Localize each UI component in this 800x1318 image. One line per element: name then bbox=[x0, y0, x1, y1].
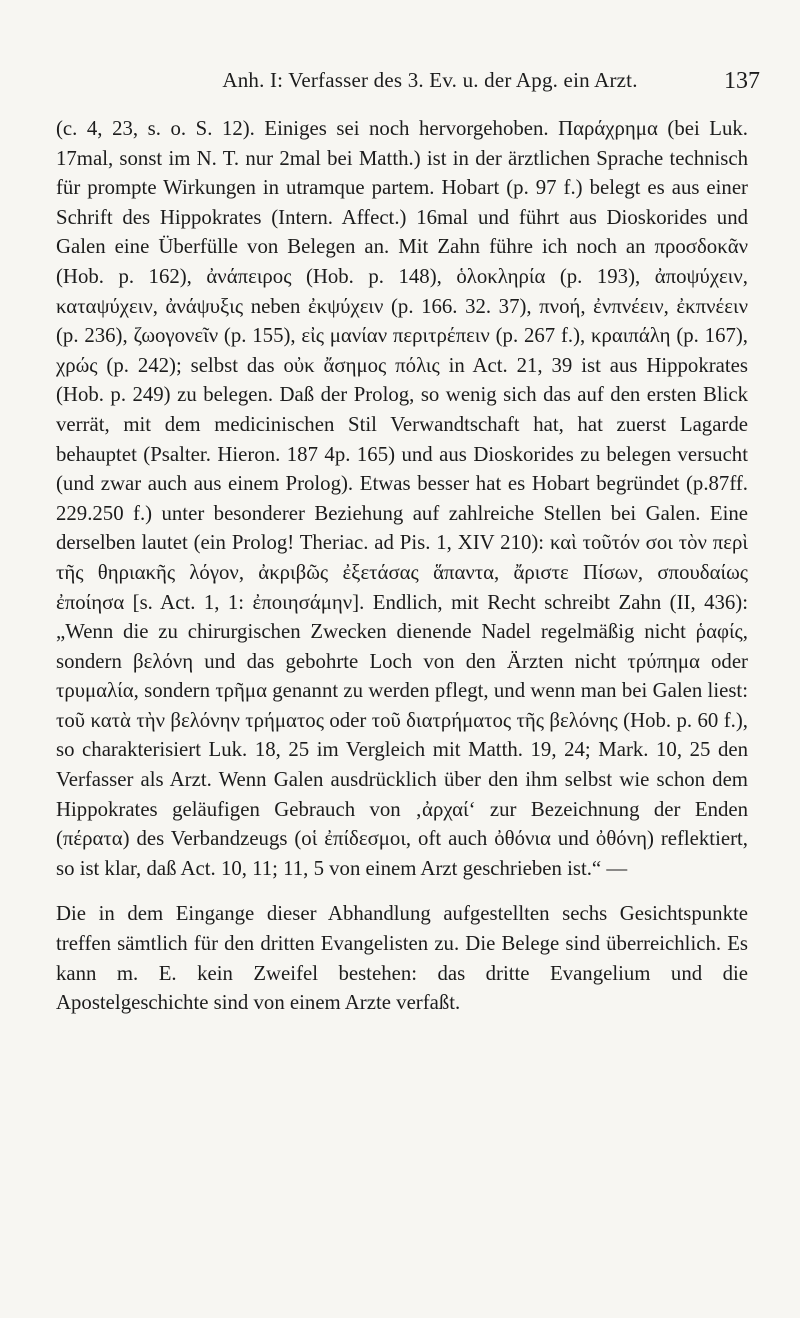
body-paragraph-2: Die in dem Eingange dieser Abhandlung aufgestellten sechs Gesichtspunkte treffen sämtlich für den dritten Evangelisten zu. Die Belege sind überreichlich. Es kann m. E. kein Zweifel bestehen: das dritte Evangelium und die Apostelgeschichte sind von einem Arzte verfaßt. bbox=[56, 902, 748, 1015]
running-head: Anh. I: Verfasser des 3. Ev. u. der Apg. ein Arzt. bbox=[222, 68, 638, 92]
body-paragraph-1: (c. 4, 23, s. o. S. 12). Einiges sei noch hervorgehoben. Παράχρημα (bei Luk. 17mal, sonst im N. T. nur 2mal bei Matth.) ist in der ärztlichen Sprache technisch für prompte Wirkungen in utramque partem. Hobart (p. 97 f.) belegt es aus einer Schrift des Hippokrates (Intern. Affect.) 16mal und führt aus Dioskorides und Galen eine Überfülle von Belegen an. Mit Zahn führe ich noch an προσδοκᾶν (Hob. p. 162), ἀνάπειρος (Hob. p. 148), ὁλοκληρία (p. 193), ἀποψύχειν, καταψύχειν, ἀνάψυξις neben ἐκψύχειν (p. 166. 32. 37), πνοή, ἐνπνέειν, ἐκπνέειν (p. 236), ζωογονεῖν (p. 155), εἰς μανίαν περιτρέπειν (p. 267 f.), κραιπάλη (p. 167), χρώς (p. 242); selbst das οὐκ ἄσημος πόλις in Act. 21, 39 ist aus Hippokrates (Hob. p. 249) zu belegen. Daß der Prolog, so wenig sich das auf den ersten Blick verrät, mit dem medicinischen Stil Verwandtschaft hat, hat zuerst Lagarde behauptet (Psalter. Hieron. 187 4p. 165) und aus Dioskorides zu belegen versucht (und zwar auch aus einem Prolog). Etwas besser hat es Hobart begründet (p.87ff. 229.250 f.) unter besonderer Beziehung auf zahlreiche Stellen bei Galen. Eine derselben lautet (ein Prolog! Theriac. ad Pis. 1, XIV 210): καὶ τοῦτόν σοι τὸν περὶ τῆς θηριακῆς λόγον, ἀκριβῶς ἐξετάσας ἅπαντα, ἄριστε Πίσων, σπουδαίως ἐποίησα [s. Act. 1, 1: ἐποιησάμην]. Endlich, mit Recht schreibt Zahn (II, 436): „Wenn die zu chirurgischen Zwecken dienende Nadel regelmäßig nicht ῥαφίς, sondern βελόνη und das gebohrte Loch von den Ärzten nicht τρύπημα oder τρυμαλία, sondern τρῆμα genannt zu werden pflegt, und wenn man bei Galen liest: τοῦ κατὰ τὴν βελόνην τρήματος oder τοῦ διατρήματος τῆς βελόνης (Hob. p. 60 f.), so charakterisiert Luk. 18, 25 im Vergleich mit Matth. 19, 24; Mark. 10, 25 den Verfasser als Arzt. Wenn Galen ausdrücklich über den ihm selbst wie schon dem Hippokrates geläufigen Gebrauch von ‚ἀρχαί‘ zur Bezeichnung der Enden (πέρατα) des Verbandzeugs (οἱ ἐπίδεσμοι, oft auch ὀθόνια und ὀθόνη) reflektiert, so ist klar, daß Act. 10, 11; 11, 5 von einem Arzt geschrieben ist.“ — bbox=[56, 117, 748, 880]
page-body bbox=[56, 114, 748, 1018]
page-number: 137 bbox=[724, 68, 760, 94]
page-header bbox=[60, 68, 760, 108]
